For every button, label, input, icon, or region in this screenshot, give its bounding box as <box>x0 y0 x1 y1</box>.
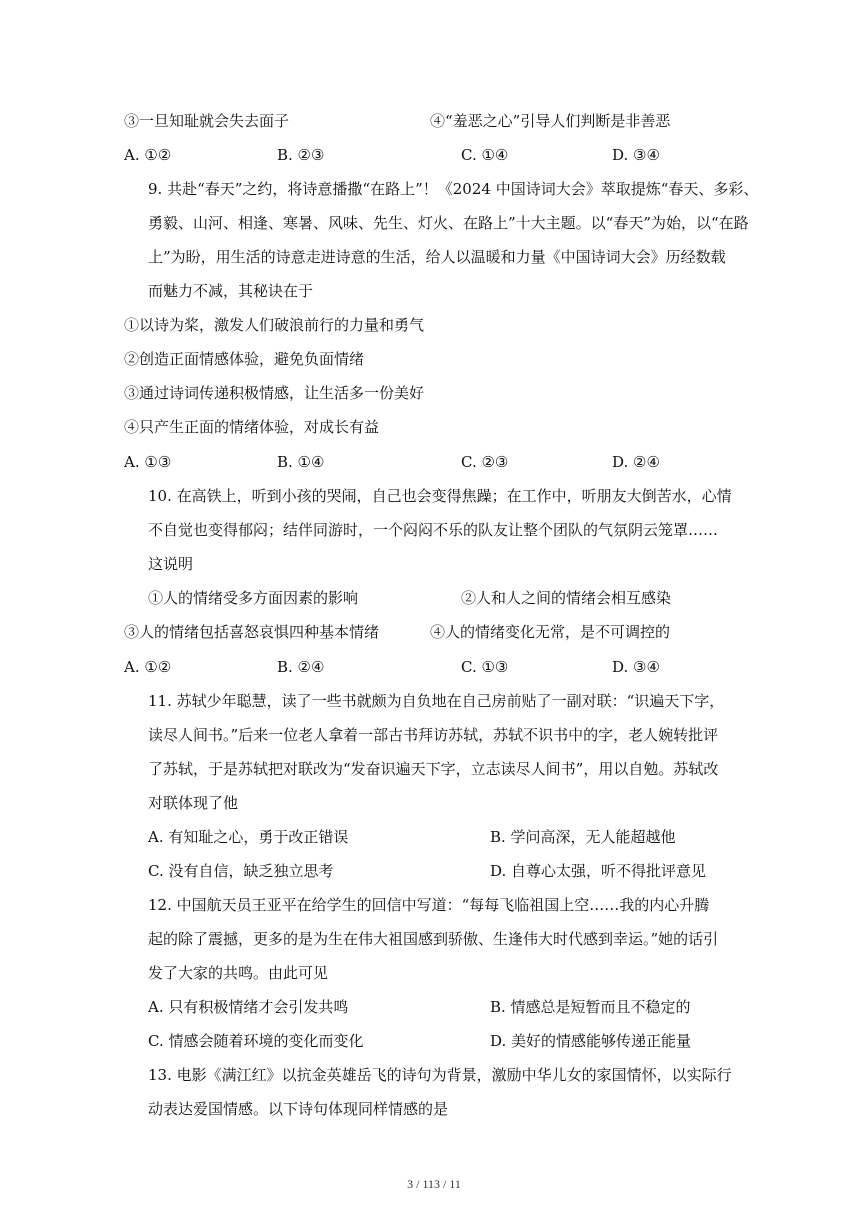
q12-stem-line: 12. 中国航天员王亚平在给学生的回信中写道：“每每飞临祖国上空……我的内心升腾 <box>148 896 710 914</box>
q10-stem-line: 不自觉也变得郁闷；结伴同游时，一个闷闷不乐的队友让整个团队的气氛阴云笼罩…… <box>148 521 719 539</box>
q8-choice-b: B. ②③ <box>277 146 325 164</box>
q9-stem-line: 而魅力不减，其秘诀在于 <box>148 282 314 300</box>
q10-choice-c: C. ①③ <box>461 658 509 676</box>
q8-choice-d: D. ③④ <box>612 146 660 164</box>
q11-stem-line: 读尽人间书。”后来一位老人拿着一部古书拜访苏轼，苏轼不识书中的字，老人婉转批评 <box>148 726 719 744</box>
q9-item-2: ②创造正面情感体验，避免负面情绪 <box>124 350 365 368</box>
q9-choice-a: A. ①③ <box>124 453 172 471</box>
q9-item-3: ③通过诗词传递积极情感，让生活多一份美好 <box>124 384 425 402</box>
q9-item-4: ④只产生正面的情绪体验，对成长有益 <box>124 418 380 436</box>
q11-stem-line: 了苏轼，于是苏轼把对联改为“发奋识遍天下字，立志读尽人间书”，用以自勉。苏轼改 <box>148 760 719 778</box>
q10-stem-line: 这说明 <box>148 555 194 573</box>
q11-choice-c: C. 没有自信，缺乏独立思考 <box>148 862 334 880</box>
q8-choice-c: C. ①④ <box>461 146 509 164</box>
q10-choice-b: B. ②④ <box>277 658 325 676</box>
q8-option-4: ④“羞恶之心”引导人们判断是非善恶 <box>430 112 671 130</box>
q11-choice-b: B. 学问高深，无人能超越他 <box>490 828 676 846</box>
q8-option-3: ③一旦知耻就会失去面子 <box>124 112 290 130</box>
q9-stem-line: 勇毅、山河、相逢、寒暑、风味、先生、灯火、在路上”十大主题。以“春天”为始，以“在路 <box>148 214 749 232</box>
q11-stem-line: 对联体现了他 <box>148 794 239 812</box>
q12-choice-d: D. 美好的情感能够传递正能量 <box>490 1032 692 1050</box>
q11-choice-d: D. 自尊心太强，听不得批评意见 <box>490 862 707 880</box>
q10-choice-a: A. ①② <box>124 658 172 676</box>
q12-choice-a: A. 只有积极情绪才会引发共鸣 <box>148 998 349 1016</box>
q9-choice-c: C. ②③ <box>461 453 509 471</box>
q11-stem-line: 11. 苏轼少年聪慧，读了一些书就颇为自负地在自己房前贴了一副对联：“识遍天下字， <box>148 692 725 710</box>
q10-option-1: ①人的情绪受多方面因素的影响 <box>148 589 359 607</box>
q10-option-3: ③人的情绪包括喜怒哀惧四种基本情绪 <box>124 623 380 641</box>
page-number: 3 / 113 / 11 <box>407 1177 461 1191</box>
q12-choice-b: B. 情感总是短暂而且不稳定的 <box>490 998 691 1016</box>
q9-stem-line: 9. 共赴“春天”之约，将诗意播撒“在路上”！《2024 中国诗词大会》萃取提炼“春天、多彩、 <box>148 180 759 198</box>
q11-choice-a: A. 有知耻之心，勇于改正错误 <box>148 828 349 846</box>
q13-stem-line: 13. 电影《满江红》以抗金英雄岳飞的诗句为背景，激励中华儿女的家国情怀，以实际行 <box>148 1066 732 1084</box>
q9-choice-d: D. ②④ <box>612 453 660 471</box>
q10-option-2: ②人和人之间的情绪会相互感染 <box>461 589 672 607</box>
q10-stem-line: 10. 在高铁上，听到小孩的哭闹，自己也会变得焦躁；在工作中，听朋友大倒苦水，心情 <box>148 487 732 505</box>
q10-option-4: ④人的情绪变化无常，是不可调控的 <box>430 623 671 641</box>
q9-item-1: ①以诗为桨，激发人们破浪前行的力量和勇气 <box>124 316 425 334</box>
q9-choice-b: B. ①④ <box>277 453 325 471</box>
q8-choice-a: A. ①② <box>124 146 172 164</box>
q10-choice-d: D. ③④ <box>612 658 660 676</box>
q12-choice-c: C. 情感会随着环境的变化而变化 <box>148 1032 364 1050</box>
q9-stem-line: 上”为盼，用生活的诗意走进诗意的生活，给人以温暖和力量《中国诗词大会》历经数载 <box>148 248 726 266</box>
q13-stem-line: 动表达爱国情感。以下诗句体现同样情感的是 <box>148 1100 449 1118</box>
q12-stem-line: 发了大家的共鸣。由此可见 <box>148 964 329 982</box>
q12-stem-line: 起的除了震撼，更多的是为生在伟大祖国感到骄傲、生逢伟大时代感到幸运。”她的话引 <box>148 930 719 948</box>
